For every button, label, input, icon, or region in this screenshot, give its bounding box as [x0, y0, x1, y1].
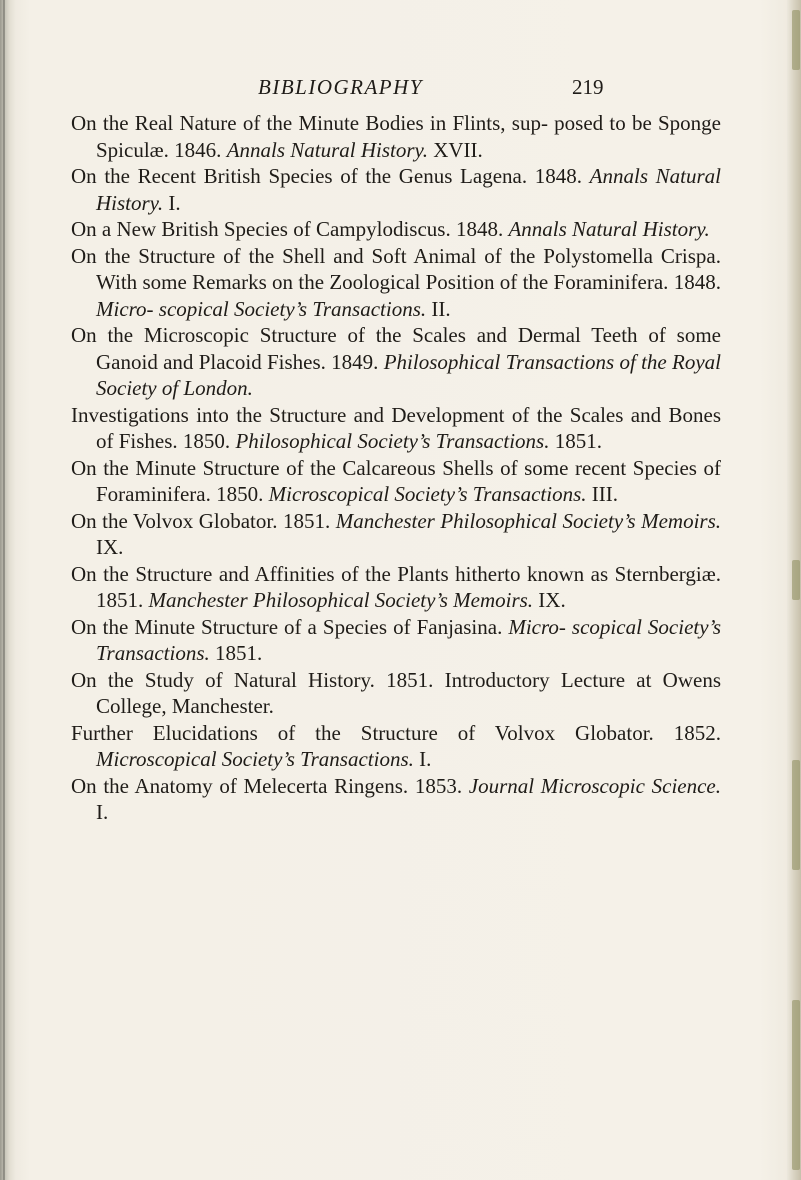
entry-text: On the Microscopic Structure of the Scales and Dermal Teeth of some Ganoid and Placoid Fishes. 1849. [71, 323, 721, 374]
entry-text: Investigations into the Structure and Development of the Scales and Bones of Fishes. 1850. [71, 402, 721, 453]
entry-text: On the Study of Natural History. 1851. Introductory Lecture at Owens College, Manchester. [71, 667, 721, 718]
entry-source: Manchester Philosophical Society’s Memoirs. [335, 508, 721, 533]
running-head-title: BIBLIOGRAPHY [258, 75, 423, 99]
entry-text: On the Volvox Globator. 1851. [71, 508, 331, 533]
entry-volume: IX. [538, 588, 566, 612]
bibliography-entry [71, 720, 721, 773]
page-spine-shadow [0, 0, 16, 1180]
entry-volume: I. [419, 747, 432, 771]
bibliography-entry [71, 402, 721, 455]
bibliography-entry [71, 773, 721, 826]
entry-source: Microscopical Society’s Transactions. [96, 747, 414, 771]
edge-stain [792, 1000, 800, 1170]
page-right-edge [787, 0, 801, 1180]
entry-source: Annals Natural History. [96, 164, 722, 215]
entry-text: On the Structure and Affinities of the Plants hitherto known as Sternbergiæ. 1851. [71, 561, 721, 612]
bibliography-entry [71, 561, 721, 614]
bibliography-entry [71, 216, 721, 243]
entry-source: Journal Microscopic Science. [468, 773, 722, 798]
bibliography-entry [71, 508, 721, 561]
bibliography-entry [71, 455, 721, 508]
entry-text: Further Elucidations of the Structure of Volvox Globator. 1852. [71, 720, 721, 745]
entry-source: Micro- scopical Society’s Transactions. [96, 296, 427, 321]
page-number: 219 [572, 75, 604, 99]
entry-text: On the Real Nature of the Minute Bodies in Flints, sup- posed to be Sponge Spiculæ. 1846. [71, 111, 721, 162]
entry-volume: I. [96, 800, 109, 824]
binding-line [3, 0, 5, 1180]
edge-stain [792, 760, 800, 870]
edge-stain [792, 560, 800, 600]
entry-source: Philosophical Transactions of the Royal Society of London. [96, 349, 721, 400]
entry-source: Manchester Philosophical Society’s Memoirs. [148, 588, 534, 612]
entry-volume: III. [591, 482, 619, 506]
entry-source: Micro- scopical Society’s Transactions. [96, 614, 722, 665]
entry-source: Microscopical Society’s Transactions. [268, 482, 587, 506]
entry-text: On the Structure of the Shell and Soft Animal of the Polystomella Crispa. With some Remarks on the Zoological Position of the Foraminifera. 1848. [71, 243, 721, 294]
entry-volume: IX. [96, 535, 124, 559]
entry-volume: 1851. [215, 641, 263, 665]
bibliography-list [71, 110, 721, 826]
bibliography-entry [71, 322, 721, 402]
bibliography-entry [71, 163, 721, 216]
running-head [0, 72, 801, 102]
entry-volume: 1851. [554, 429, 602, 453]
entry-source: Annals Natural History. [508, 217, 710, 241]
entry-text: On the Minute Structure of the Calcareous Shells of some recent Species of Foraminifera. 1850. [71, 455, 721, 506]
bibliography-entry [71, 614, 721, 667]
entry-source: Annals Natural History. [226, 137, 428, 162]
entry-text: On the Recent British Species of the Genus Lagena. 1848. [71, 164, 582, 188]
entry-source: Philosophical Society’s Transactions. [235, 429, 550, 453]
bibliography-entry [71, 110, 721, 163]
edge-stain [792, 10, 800, 70]
bibliography-entry [71, 667, 721, 720]
entry-text: On the Anatomy of Melecerta Ringens. 1853. [71, 773, 463, 798]
entry-text: On the Minute Structure of a Species of Fanjasina. [71, 614, 503, 639]
bibliography-entry [71, 243, 721, 323]
entry-volume: XVII. [433, 137, 483, 162]
entry-volume: I. [168, 190, 181, 215]
entry-volume: II. [431, 296, 451, 321]
entry-text: On a New British Species of Campylodiscus. 1848. [71, 217, 504, 241]
